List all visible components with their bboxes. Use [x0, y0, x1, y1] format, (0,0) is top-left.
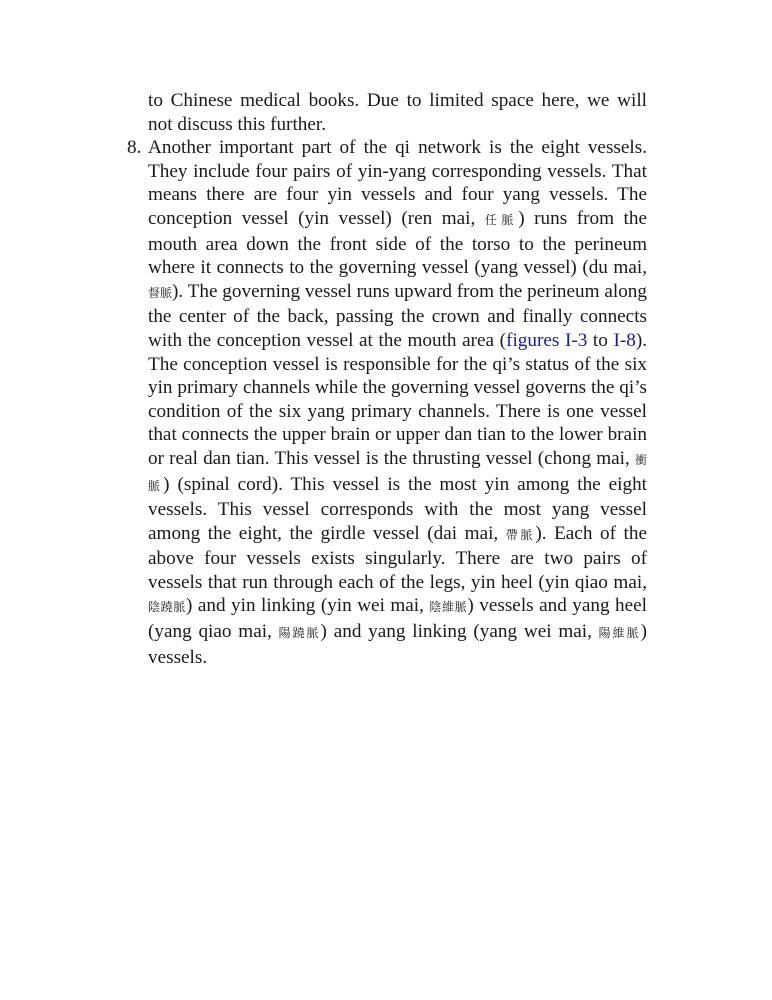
text-segment: ) (spinal cord). This vessel is the most yin among the eight vessels. This vessel corresponds with the most yang vessel among the eight, the girdle vessel (dai mai,	[148, 473, 647, 544]
chinese-term-yang-qiao-mai: 陽蹺脈	[278, 626, 321, 641]
chinese-term-dai-mai: 帶脈	[505, 527, 536, 542]
figure-link-i-3[interactable]: figures I-3	[506, 329, 588, 351]
body-text	[127, 89, 647, 669]
text-segment: ). The governing vessel runs upward from the perineum along the center of the back, passing the crown and finally connects with the conception vessel at the mouth area (	[148, 280, 647, 351]
text-segment: ) runs from the mouth area down the front side of the torso to the perineum where it connects to the governing vessel (yang vessel) (du mai,	[148, 207, 647, 279]
text-segment: ). Each of the above four vessels exists singularly. There are two pairs of vessels that run through each of the legs, yin heel (yin qiao mai,	[148, 522, 647, 593]
chinese-term-ren-mai: 任脈	[484, 212, 519, 227]
chinese-term-chong-mai: 衝脈	[148, 452, 647, 493]
figure-link-i-8[interactable]: I-8	[613, 329, 636, 351]
text-segment: ) and yin linking (yin wei mai,	[186, 595, 430, 617]
list-item-paragraph	[127, 136, 647, 669]
text-segment: to	[587, 329, 614, 351]
text-segment: ) vessels.	[148, 621, 647, 668]
chinese-term-yin-wei-mai: 陰維脈	[429, 600, 468, 615]
chinese-term-yin-qiao-mai: 陰蹺脈	[148, 600, 186, 615]
chinese-term-yang-wei-mai: 陽維脈	[598, 626, 641, 641]
chinese-term-du-mai: 督脈	[148, 285, 173, 300]
list-item-8	[127, 136, 647, 669]
text-segment: ). The conception vessel is responsible for the qi’s status of the six yin primary channels while the governing vessel governs the qi’s condition of the six yang primary channels. There is one vessel that connects the upper brain or upper dan tian to the lower brain or real dan tian. This vessel is the thrusting vessel (chong mai,	[148, 329, 648, 469]
list-number: 8.	[127, 137, 142, 159]
text-segment: Another important part of the qi network is the eight vessels. They include four pairs of yin-yang corresponding vessels. That means there are four yin vessels and four yang vessels. The conception vessel (yin vessel) (ren mai,	[148, 137, 647, 229]
text-segment: ) and yang linking (yang wei mai,	[320, 621, 599, 643]
continuation-paragraph: to Chinese medical books. Due to limited space here, we will not discuss this further.	[148, 90, 647, 135]
text-segment: ) vessels and yang heel (yang qiao mai,	[148, 595, 647, 643]
